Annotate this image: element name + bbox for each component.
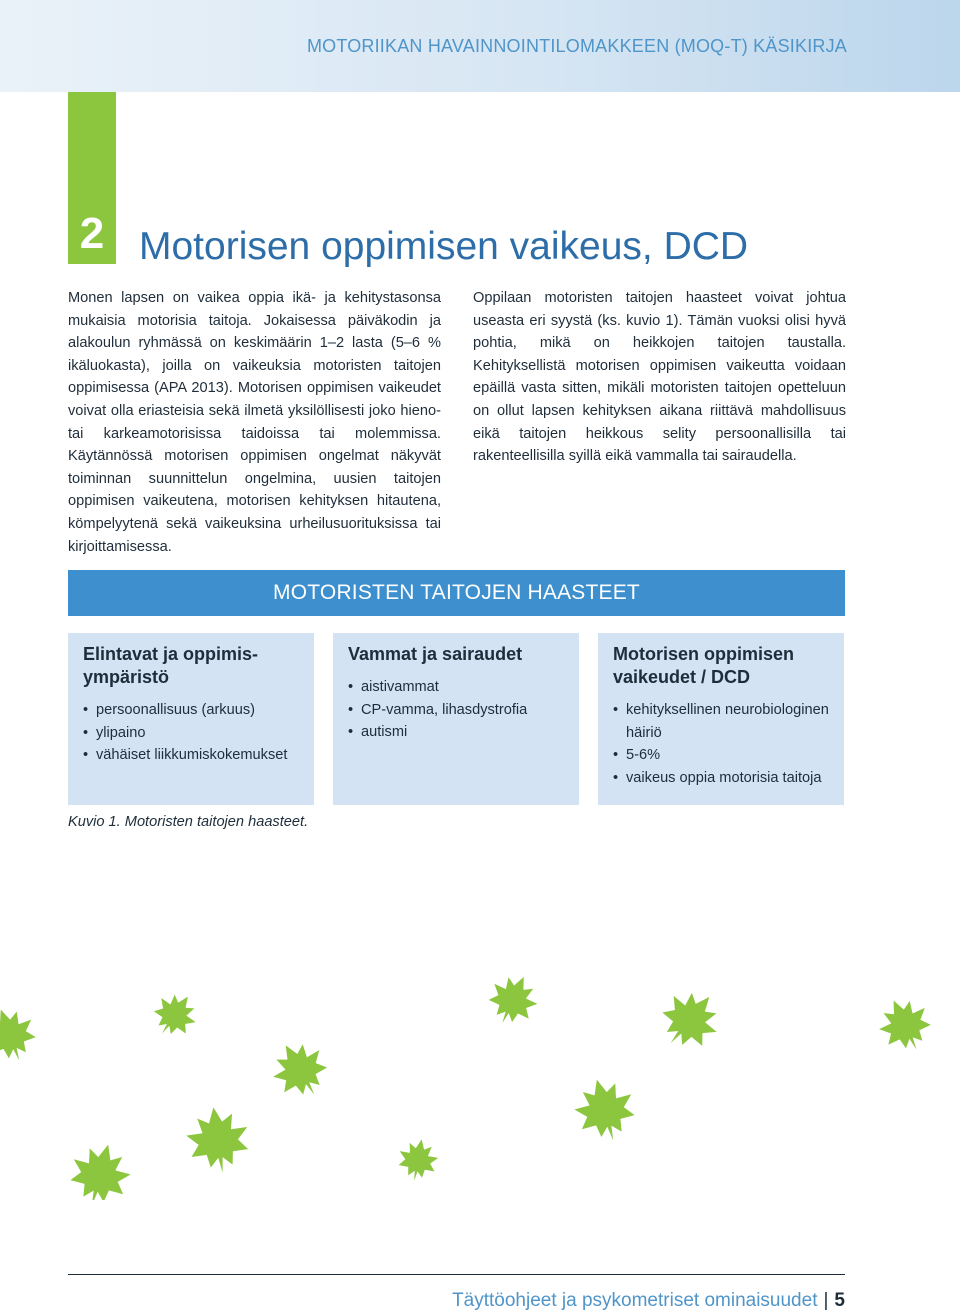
list-item [613,699,830,744]
maple-leaf-icon [63,1137,136,1200]
bullet-icon: • [613,702,619,718]
bullet-icon: • [613,769,619,786]
box-title: Motorisen oppimisen vaikeudet / DCD [613,644,795,687]
maple-leaf-icon [183,1103,253,1177]
list-item [348,699,565,722]
bullet-icon: • [348,724,354,741]
list-item [83,699,300,722]
bullet-icon: • [348,679,354,695]
body-paragraph-right: Oppilaan motoristen taitojen haasteet voivat johtua useasta eri syystä (ks. kuvio 1). Tämän vuoksi olisi hyvä pohtia, mikä on heikkojen taitojen taustalla. Kehityksellistä motorisen oppimisen vaikeutta voidaan epäillä vasta sitten, mikäli motoristen taitojen opetteluun on ollut lapsen kehityksen aikana riittävä mahdollisuus eikä taitojen heikkous selity persoonallisilla tai rakenteellisilla syillä eikä vammalla tai sairaudella. [473,290,846,465]
list-item-text: autismi [361,724,408,741]
list-item-text: ylipaino [96,724,146,741]
box-list [83,699,300,767]
footer-separator: | [823,1290,829,1311]
right-column [473,287,846,468]
challenge-box-lifestyle [68,633,314,805]
bullet-icon: • [83,702,89,718]
box-title: Vammat ja sairaudet [348,644,523,664]
footer-rule [68,1274,845,1275]
list-item [613,744,830,767]
list-item [613,767,830,790]
maple-leaf-icon [568,1072,641,1148]
bullet-icon: • [613,747,619,764]
list-item [348,676,565,699]
list-item [348,721,565,744]
body-paragraph-left: Monen lapsen on vaikea oppia ikä- ja kehitystasonsa mukaisia motorisia taitoja. Jokaisessa päiväkodin ja alakoulun ryhmässä on keskimäärin 1–2 lasta (5–6 % ikäluokasta), joilla on vaikeuksia motoristen taitojen oppimisessa (APA 2013). Motorisen oppimisen vaikeudet voivat olla eriasteisia sekä ilmetä yksilöllisesti joko hieno- tai karkeamotorisissa taidoissa tai molemmissa. Käytännössä motorisen oppimisen ongelmat näkyvät toiminnan suunnittelun ongelmina, uusien taitojen oppimisen vaikeutena, motorisen kehityksen hitautena, kömpelyytenä sekä vaikeuksina urheilusuorituksissa tai kirjoittamisessa. [68,290,441,555]
bullet-icon: • [348,701,354,718]
chapter-title: Motorisen oppimisen vaikeus, DCD [139,225,749,268]
maple-leaf-icon [0,1001,43,1069]
list-item-text: 5-6% [626,747,661,764]
list-item-text: CP-vamma, lihasdystrofia [361,701,528,718]
figure-banner: MOTORISTEN TAITOJEN HAASTEET [68,570,845,616]
bullet-icon: • [83,724,89,741]
list-item [83,744,300,767]
page-number: 5 [834,1290,845,1311]
page-footer [452,1290,845,1312]
running-head: MOTORIIKAN HAVAINNOINTILOMAKKEEN (MOQ-T) KÄSIKIRJA [306,36,847,56]
list-item-text: vaikeus oppia motorisia taitoja [626,769,822,786]
maple-leaf-icon [145,985,205,1046]
list-item [83,722,300,745]
maple-leaf-icon [263,1032,338,1108]
left-column [68,287,441,558]
maple-leaf-icon [395,1136,441,1184]
chapter-number: 2 [79,209,105,258]
bullet-icon: • [83,747,89,764]
list-item-text: kehityksellinen neurobiologinen häiriö [626,702,829,741]
maple-leaf-icon [871,990,939,1060]
challenge-box-dcd [598,633,844,805]
footer-title: Täyttöohjeet ja psykometriset ominaisuudet [452,1290,818,1311]
challenge-box-disabilities [333,633,579,805]
maple-leaf-icon [481,967,546,1033]
box-list [613,699,830,789]
box-title: Elintavat ja oppimis-ympäristö [83,644,259,687]
box-list [348,676,565,744]
list-item-text: aistivammat [361,679,439,695]
list-item-text: vähäiset liikkumiskokemukset [96,747,288,764]
maple-leaf-icon [649,979,730,1061]
leaf-decoration [0,960,960,1200]
figure-caption: Kuvio 1. Motoristen taitojen haasteet. [68,814,309,830]
list-item-text: persoonallisuus (arkuus) [96,702,255,718]
